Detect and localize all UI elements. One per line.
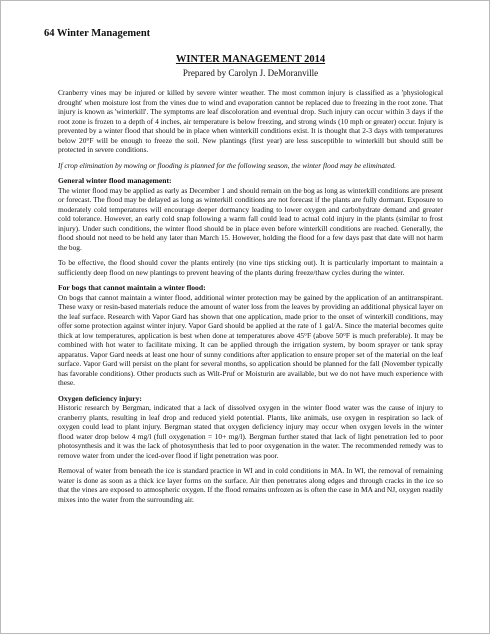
no-flood-paragraph: On bogs that cannot maintain a winter flood, additional winter protection may be gained by the application of an antitranspirant. These waxy or resin-based materials reduce the amount of water loss from the leaves by providing an additional physical layer on the leaf surface. Research with Vapor Gard has shown that one application, made prior to the onset of winterkill conditions, may offer some protection against winter injury. Vapor Gard should be applied at the rate of 1 gal/A. Since the material becomes quite thick at low temperatures, application is best when done at temperatures above 45°F (above 50°F is much preferable). It may be combined with hot water to facilitate mixing. It can be applied through the irrigation system, by boom sprayer or tank spray apparatus. Vapor Gard needs at least one hour of sunny conditions after application to ensure proper set of the material on the leaf surface. Vapor Gard will persist on the plant for several months, so application should be planned for the fall (November typically has favorable conditions). Other products such as Wilt-Pruf or Moisturin are available, but we do not have much experience with these.: [58, 292, 443, 387]
page-header: 64 Winter Management: [44, 28, 151, 39]
oxygen-paragraph-1: Historic research by Bergman, indicated that a lack of dissolved oxygen in the winter flood water was the cause of injury to cranberry plants, resulting in leaf drop and reduced yield potential. Plants, like animals, use oxygen in respiration so lack of oxygen could lead to plant injury. Bergman stated that oxygen deficiency injury may occur when oxygen levels in the winter flood water drop below 4 mg/l (full oxygenation = 10+ mg/l). Bergman further stated that lack of light penetration led to poor photosynthesis and it was the lack of photosynthesis that led to poor oxygenation in the water. The recommended remedy was to remove water from under the iced-over flood if light penetration was poor.: [58, 403, 443, 460]
document-body: [58, 53, 443, 510]
section-heading-oxygen: Oxygen deficiency injury:: [58, 393, 142, 403]
section-heading-general: General winter flood management:: [58, 176, 172, 185]
section-heading-no-flood: For bogs that cannot maintain a winter flood:: [58, 283, 206, 292]
document-byline: Prepared by Carolyn J. DeMoranville: [182, 68, 319, 78]
document-title: WINTER MANAGEMENT 2014: [175, 54, 326, 65]
general-paragraph-1: The winter flood may be applied as early as December 1 and should remain on the bog as long as winterkill conditions are present or forecast. The flood may be delayed as long as winterkill conditions are not forecast if the plants are fully dormant. Exposure to moderately cold temperatures will encourage deeper dormancy leading to lower oxygen and carbohydrate demand and greater cold tolerance. However, an early cold snap following a warm fall could lead to actual cold injury in the plants (similar to frost injury). Under such conditions, the winter flood should be in place even before winterkill conditions are reached. Generally, the flood should not need to be held any later than March 15. However, holding the flood for a few days past that date will not harm the bog.: [58, 185, 443, 252]
intro-paragraph: Cranberry vines may be injured or killed by severe winter weather. The most common injury is classified as a 'physiological drought' when moisture lost from the vines due to wind and evaporation cannot be replaced due to freezing in the root zone. That injury is known as 'winterkill'. The symptoms are leaf discoloration and eventual drop. Such injury can occur within 3 days if the root zone is frozen to a depth of 4 inches, air temperature is below freezing, and strong winds (10 mph or greater) occur. Injury is prevented by a winter flood that should be in place when winterkill conditions exist. It is thought that 2-3 days with temperatures below 20°F will be enough to freeze the soil. New plantings (first year) are less susceptible to winterkill but should still be protected in severe conditions.: [58, 88, 443, 154]
general-paragraph-2: To be effective, the flood should cover the plants entirely (no vine tips sticking out). It is particularly important to maintain a sufficiently deep flood on new plantings to prevent heaving of the plants during freeze/thaw cycles during the winter.: [58, 258, 443, 277]
oxygen-paragraph-2: Removal of water from beneath the ice is standard practice in WI and in cold conditions in MA. In WI, the removal of remaining water is done as soon as a thick ice layer forms on the surface. Air then penetrates along edges and through cracks in the ice so that the vines are exposed to atmospheric oxygen. If the flood remains unfrozen as is often the case in MA and NJ, oxygen readily mixes into the water from the surrounding air.: [58, 466, 443, 504]
crop-elimination-note: If crop elimination by mowing or flooding is planned for the following season, the winter flood may be eliminated.: [58, 160, 397, 170]
